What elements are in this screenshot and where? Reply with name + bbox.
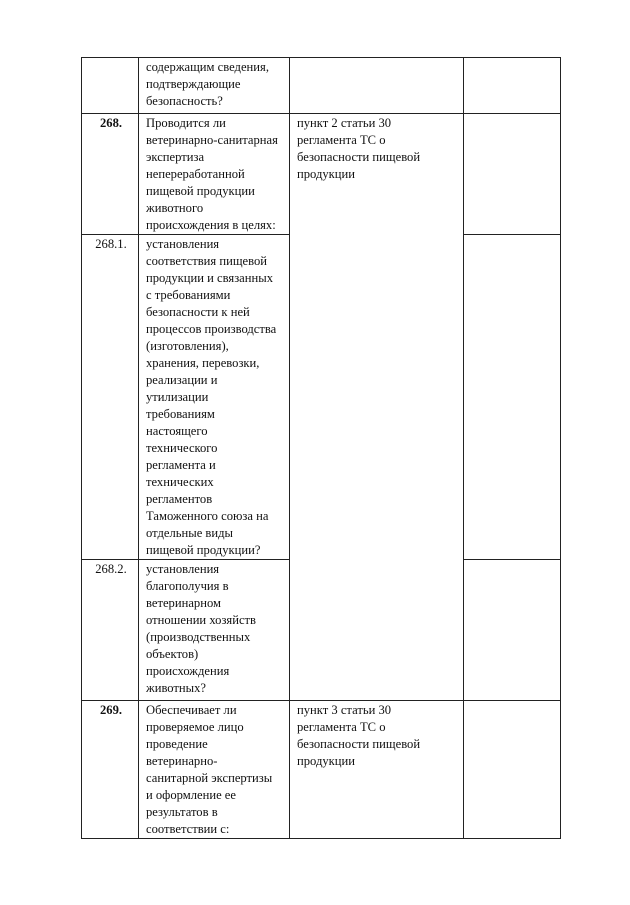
table-row	[82, 58, 561, 114]
item-number-cell: 268.2.	[82, 560, 139, 701]
regulation-checklist-table	[81, 57, 561, 839]
reference-cell	[290, 58, 464, 114]
question-cell: содержащим сведения, подтверждающие безопасность?	[139, 58, 290, 114]
reference-cell: пункт 3 статьи 30 регламента ТС о безопасности пищевой продукции	[290, 701, 464, 839]
item-number-cell	[82, 58, 139, 114]
question-cell: Проводится ли ветеринарно-санитарная экспертиза непереработанной пищевой продукции животного происхождения в целях:	[139, 114, 290, 235]
answer-cell	[464, 58, 561, 114]
answer-cell	[464, 114, 561, 235]
answer-cell	[464, 560, 561, 701]
item-number-cell: 269.	[82, 701, 139, 839]
answer-cell	[464, 701, 561, 839]
table-row	[82, 701, 561, 839]
item-number-cell: 268.	[82, 114, 139, 235]
question-cell: Обеспечивает ли проверяемое лицо проведение ветеринарно- санитарной экспертизы и оформление ее результатов в соответствии с:	[139, 701, 290, 839]
reference-cell: пункт 2 статьи 30 регламента ТС о безопасности пищевой продукции	[290, 114, 464, 701]
answer-cell	[464, 235, 561, 560]
table-row	[82, 114, 561, 235]
item-number-cell: 268.1.	[82, 235, 139, 560]
question-cell: установления соответствия пищевой продукции и связанных с требованиями безопасности к ней процессов производства (изготовления), хранения, перевозки, реализации и утилизации требованиям настоящего технического регламента и технических регламентов Таможенного союза на отдельные виды пищевой продукции?	[139, 235, 290, 560]
question-cell: установления благополучия в ветеринарном отношении хозяйств (производственных объектов) происхождения животных?	[139, 560, 290, 701]
